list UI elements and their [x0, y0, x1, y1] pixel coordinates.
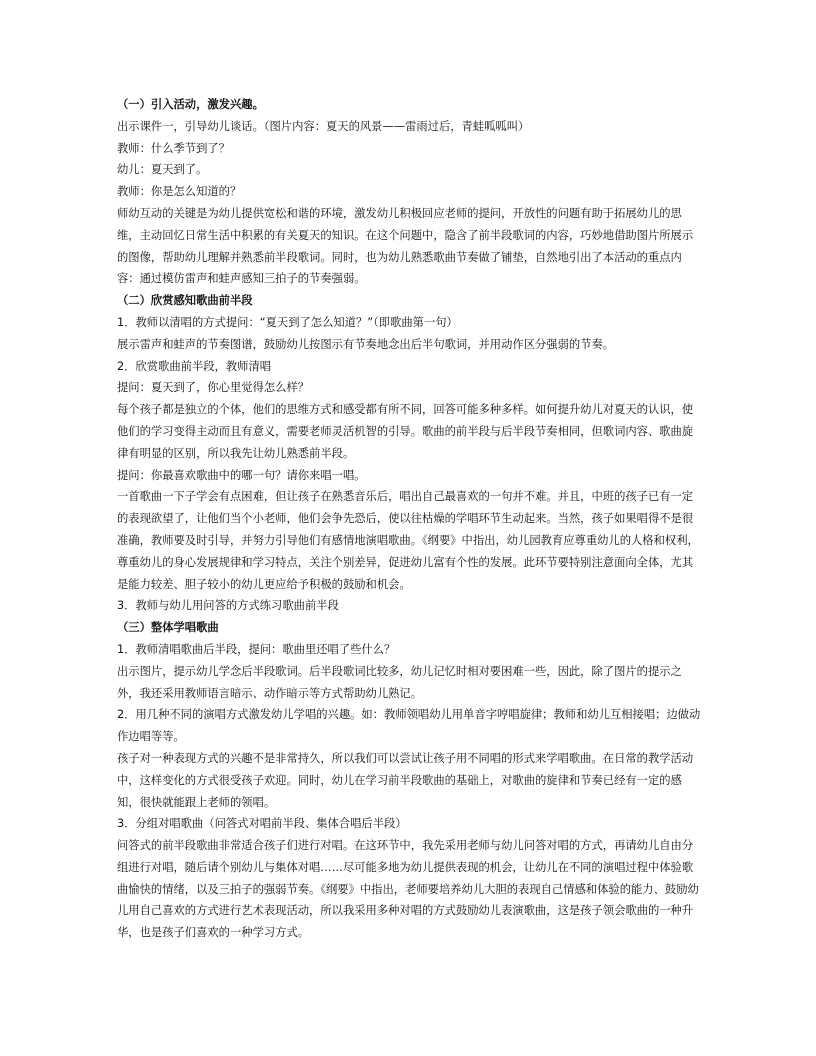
document-body: [117, 94, 701, 944]
dialogue-line: 幼儿：夏天到了。: [117, 163, 208, 177]
paragraph: 出示课件一，引导幼儿谈话。（图片内容：夏天的风景——雷雨过后，青蛙呱呱叫）: [117, 119, 530, 133]
question-line: 提问：夏天到了，你心里觉得怎么样？: [117, 381, 310, 395]
step-item: 1．教师清唱歌曲后半段，提问：歌曲里还唱了些什么？: [117, 642, 396, 656]
dialogue-line: 教师：什么季节到了？: [117, 141, 230, 155]
paragraph: 展示雷声和蛙声的节奏图谱，鼓励幼儿按图示有节奏地念出后半句歌词，并用动作区分强弱的节奏。: [117, 337, 615, 351]
dialogue-line: 教师：你是怎么知道的？: [117, 185, 242, 199]
paragraph: 每个孩子都是独立的个体，他们的思维方式和感受都有所不同，回答可能多种多样。如何提升幼儿对夏天的认识，使他们的学习变得主动而且有意义，需要老师灵活机智的引导。歌曲的前半段与后半段节奏相同，但歌词内容、歌曲旋律有明显的区别，所以我先让幼儿熟悉前半段。: [117, 403, 694, 460]
step-item: 1．教师以清唱的方式提问：“夏天到了怎么知道？”（即歌曲第一句）: [117, 315, 458, 329]
section-heading-2: （二）欣赏感知歌曲前半段: [117, 294, 253, 308]
step-item: 2．欣赏歌曲前半段，教师清唱: [117, 359, 272, 373]
paragraph: 问答式的前半段歌曲非常适合孩子们进行对唱。在这环节中，我先采用老师与幼儿问答对唱的方式，再请幼儿自由分组进行对唱，随后请个别幼儿与集体对唱……尽可能多地为幼儿提供表现的机会，让幼儿在不同的演唱过程中体验歌曲愉快的情绪，以及三拍子的强弱节奏。《纲要》中指出，老师要培养幼儿大胆的表现自己情感和体验的能力、鼓励幼儿用自己喜欢的方式进行艺术表现活动，所以我采用多种对唱的方式鼓励幼儿表演歌曲，这是孩子领会歌曲的一种升华，也是孩子们喜欢的一种学习方式。: [117, 839, 699, 940]
step-item: 2．用几种不同的演唱方式激发幼儿学唱的兴趣。如：教师领唱幼儿用单音字哼唱旋律；教师和幼儿互相接唱；边做动作边唱等等。: [117, 708, 701, 744]
section-heading-3: （三）整体学唱歌曲: [117, 621, 219, 635]
paragraph: 师幼互动的关键是为幼儿提供宽松和谐的环境，激发幼儿积极回应老师的提问，开放性的问题有助于拓展幼儿的思维，主动回忆日常生活中积累的有关夏天的知识。在这个问题中，隐含了前半段歌词的内容，巧妙地借助图片所展示的图像，帮助幼儿理解并熟悉前半段歌词。同时，也为幼儿熟悉歌曲节奏做了铺垫，自然地引出了本活动的重点内容：通过模仿雷声和蛙声感知三拍子的节奏强弱。: [117, 206, 694, 286]
paragraph: 孩子对一种表现方式的兴趣不是非常持久，所以我们可以尝试让孩子用不同唱的形式来学唱歌曲。在日常的教学活动中，这样变化的方式很受孩子欢迎。同时，幼儿在学习前半段歌曲的基础上，对歌曲的旋律和节奏已经有一定的感知，很快就能跟上老师的领唱。: [117, 751, 694, 809]
step-item: 3．分组对唱歌曲（问答式对唱前半段、集体合唱后半段）: [117, 817, 407, 831]
paragraph: 出示图片，提示幼儿学念后半段歌词。后半段歌词比较多，幼儿记忆时相对要困难一些，因此，除了图片的提示之外，我还采用教师语言暗示、动作暗示等方式帮助幼儿熟记。: [117, 664, 682, 700]
section-heading-1: （一）引入活动，激发兴趣。: [117, 98, 264, 111]
paragraph: 一首歌曲一下子学会有点困难，但让孩子在熟悉音乐后，唱出自己最喜欢的一句并不难。并且，中班的孩子已有一定的表现欲望了，让他们当个小老师，他们会争先恐后，使以往枯燥的学唱环节生动起来。当然，孩子如果唱得不是很准确，教师要及时引导，并努力引导他们有感情地演唱歌曲。《纲要》中指出，幼儿园教育应尊重幼儿的人格和权利，尊重幼儿的身心发展规律和学习特点，关注个别差异，促进幼儿富有个性的发展。此环节要特别注意面向全体，尤其是能力较差、胆子较小的幼儿更应给予积极的鼓励和机会。: [117, 490, 699, 591]
question-line: 提问：你最喜欢歌曲中的哪一句？请你来唱一唱。: [117, 468, 366, 482]
step-item: 3．教师与幼儿用问答的方式练习歌曲前半段: [117, 599, 339, 613]
